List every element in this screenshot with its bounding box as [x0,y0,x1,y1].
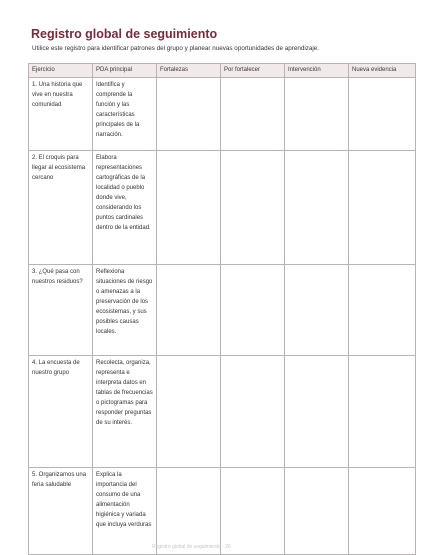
cell-intervencion[interactable] [285,151,349,265]
cell-por-fortalecer[interactable] [221,356,285,468]
page-footer: Registro global de seguimiento · 26 [152,544,231,550]
cell-nueva-evidencia[interactable] [349,468,416,555]
cell-intervencion[interactable] [285,468,349,555]
page-subtitle: Utilice este registro para identificar patrones del grupo y planear nuevas oportunidades de aprendizaje. [32,45,320,52]
table-row [29,265,416,356]
cell-fortalezas[interactable] [157,356,221,468]
cell-pda: Explica la importancia del consumo de una alimentación higiénica y variada que incluya verduras [93,468,157,555]
cell-ejercicio: 5. Organizamos una feria saludable [29,468,93,555]
cell-por-fortalecer[interactable] [221,468,285,555]
cell-pda: Reflexiona situaciones de riesgo o amenazas a la preservación de los ecosistemas, y sus posibles causas locales. [93,265,157,356]
cell-nueva-evidencia[interactable] [349,265,416,356]
table-header-row [29,64,416,78]
cell-fortalezas[interactable] [157,265,221,356]
page-title: Registro global de seguimiento [31,27,218,41]
header-fortalezas: Fortalezas [157,64,221,78]
header-por-fortalecer: Por fortalecer [221,64,285,78]
cell-ejercicio: 3. ¿Qué pasa con nuestros residuos? [29,265,93,356]
cell-ejercicio: 2. El croquis para llegar al ecosistema cercano [29,151,93,265]
cell-ejercicio: 4. La encuesta de nuestro grupo [29,356,93,468]
cell-pda: Elabora representaciones cartográficas de la localidad o pueblo donde vive, considerando los puntos cardinales dentro de la entidad. [93,151,157,265]
table-row [29,356,416,468]
header-nueva-evidencia: Nueva evidencia [349,64,416,78]
cell-intervencion[interactable] [285,265,349,356]
cell-por-fortalecer[interactable] [221,78,285,151]
cell-fortalezas[interactable] [157,151,221,265]
cell-por-fortalecer[interactable] [221,151,285,265]
header-pda-principal: PDA principal [93,64,157,78]
cell-intervencion[interactable] [285,356,349,468]
cell-fortalezas[interactable] [157,468,221,555]
cell-fortalezas[interactable] [157,78,221,151]
cell-intervencion[interactable] [285,78,349,151]
header-intervencion: Intervención [285,64,349,78]
tracking-table [28,63,416,555]
cell-pda: Identifica y comprende la función y las características principales de la narración. [93,78,157,151]
table-row [29,468,416,555]
cell-nueva-evidencia[interactable] [349,78,416,151]
cell-ejercicio: 1. Una historia que vive en nuestra comunidad [29,78,93,151]
cell-nueva-evidencia[interactable] [349,356,416,468]
cell-pda: Recolecta, organiza, representa e interpreta datos en tablas de frecuencias o pictogramas para responder preguntas de su interés. [93,356,157,468]
table-row [29,78,416,151]
table-row [29,151,416,265]
cell-nueva-evidencia[interactable] [349,151,416,265]
cell-por-fortalecer[interactable] [221,265,285,356]
header-ejercicio: Ejercicio [29,64,93,78]
